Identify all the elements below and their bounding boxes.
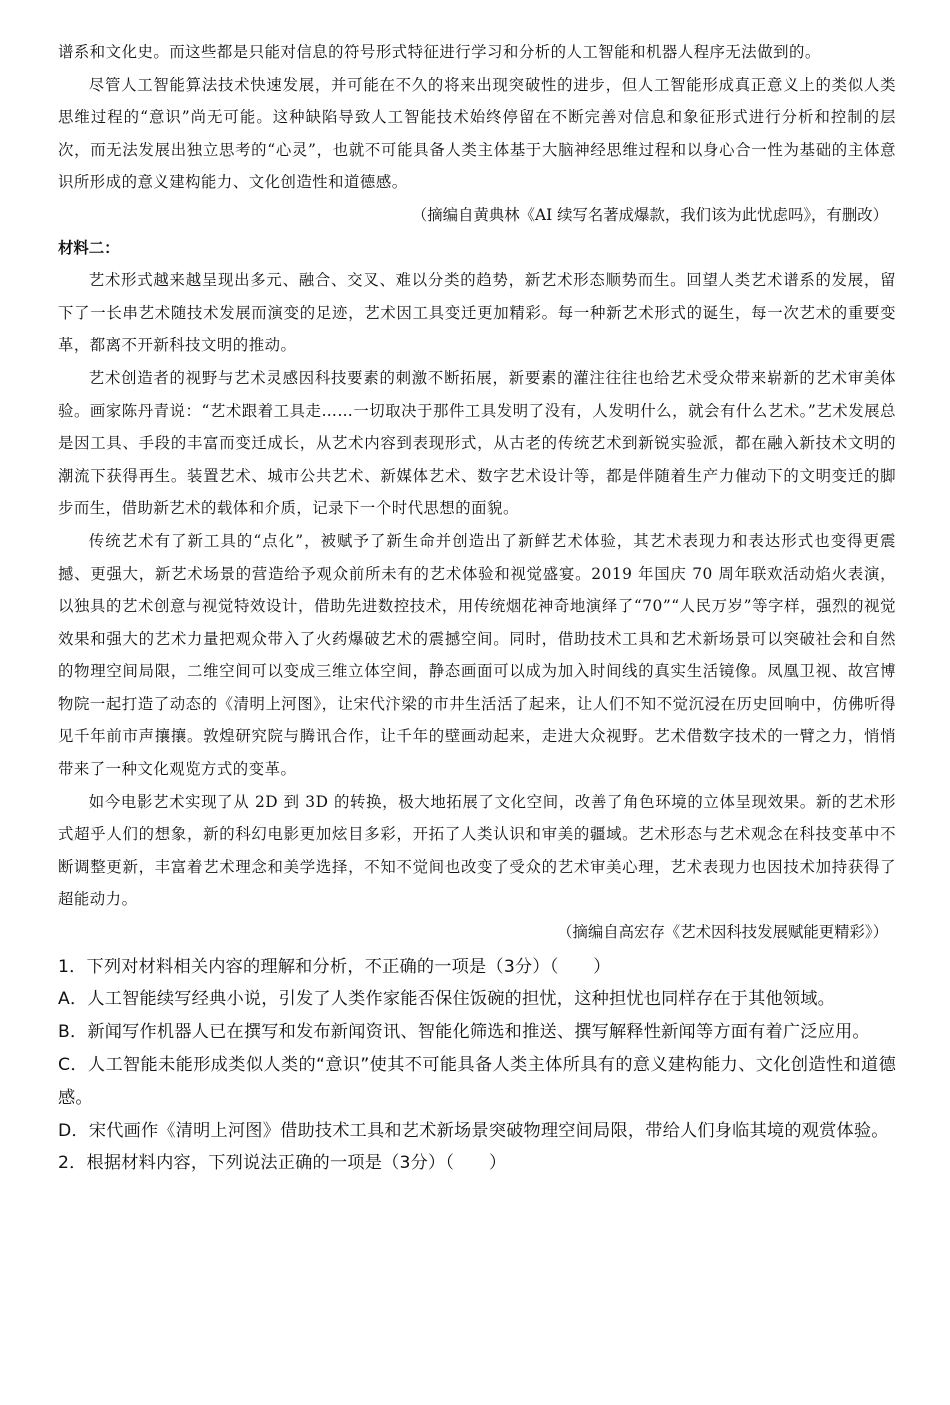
paragraph: 艺术创造者的视野与艺术灵感因科技要素的刺激不断拓展，新要素的灌注往往也给艺术受众带来崭新的艺术审美体验。画家陈丹青说：“艺术跟着工具走……一切取决于那件工具发明了没有，人发明什么，就会有什么艺术。”艺术发展总是因工具、手段的丰富而变迁成长，从艺术内容到表现形式，从古老的传统艺术到新锐实验派，都在融入新技术文明的潮流下获得再生。装置艺术、城市公共艺术、新媒体艺术、数字艺术设计等，都是伴随着生产力催动下的文明变迁的脚步而生，借助新艺术的载体和介质，记录下一个时代思想的面貌。: [58, 368, 896, 518]
question-1-option-c: C．人工智能未能形成类似人类的“意识”使其不可能具备人类主体所具有的意义建构能力、文化创造性和道德感。: [58, 1055, 896, 1108]
paragraph: 传统艺术有了新工具的“点化”，被赋予了新生命并创造出了新鲜艺术体验，其艺术表现力和表达形式也变得更震撼、更强大，新艺术场景的营造给予观众前所未有的艺术体验和视觉盛宴。2019 年国庆 70 周年联欢活动焰火表演，以独具的艺术创意与视觉特效设计，借助先进数控技术，用传统烟花神奇地演绎了“70”“人民万岁”等字样，强烈的视觉效果和强大的艺术力量把观众带入了火药爆破艺术的震撼空间。同时，借助技术工具和艺术新场景可以突破社会和自然的物理空间局限，二维空间可以变成三维立体空间，静态画面可以成为加入时间线的真实生活镜像。凤凰卫视、故宫博物院一起打造了动态的《清明上河图》，让宋代汴梁的市井生活活了起来，让人们不知不觉沉浸在历史回响中，仿佛听得见千年前市声攘攘。敦煌研究院与腾讯合作，让千年的壁画动起来，走进大众视野。艺术借数字技术的一臂之力，悄悄带来了一种文化观览方式的变革。: [58, 531, 896, 779]
question-1-option-d: D．宋代画作《清明上河图》借助技术工具和艺术新场景突破物理空间局限，带给人们身临其境的观赏体验。: [58, 1120, 889, 1141]
material-one-excerpt: [58, 36, 896, 232]
question-1-option-a: A．人工智能续写经典小说，引发了人类作家能否保住饭碗的担忧，这种担忧也同样存在于其他领域。: [58, 989, 836, 1010]
question-1-option-b: B．新闻写作机器人已在撰写和发布新闻资讯、智能化筛选和推送、撰写解释性新闻等方面有着广泛应用。: [58, 1022, 870, 1043]
question-2-stem: 2．根据材料内容，下列说法正确的一项是（3分）（ ）: [58, 1153, 507, 1174]
paragraph: 谱系和文化史。而这些都是只能对信息的符号形式特征进行学习和分析的人工智能和机器人程序无法做到的。: [58, 43, 821, 61]
material-two: [58, 232, 896, 949]
section-heading: 材料二：: [58, 238, 120, 257]
source-citation: （摘编自高宏存《艺术因科技发展赋能更精彩》）: [557, 923, 888, 942]
paragraph: 如今电影艺术实现了从 2D 到 3D 的转换，极大地拓展了文化空间，改善了角色环境的立体呈现效果。新的艺术形式超乎人们的想象，新的科幻电影更加炫目多彩，开拓了人类认识和审美的疆域。艺术形态与艺术观念在科技变革中不断调整更新，丰富着艺术理念和美学选择，不知不觉间也改变了受众的艺术审美心理，艺术表现力也因技术加持获得了超能动力。: [58, 792, 896, 909]
paragraph: 艺术形式越来越呈现出多元、融合、交叉、难以分类的趋势，新艺术形态顺势而生。回望人类艺术谱系的发展，留下了一长串艺术随技术发展而演变的足迹，艺术因工具变迁更加精彩。每一种新艺术形式的诞生，每一次艺术的重要变革，都离不开新科技文明的推动。: [58, 271, 896, 355]
questions: [58, 951, 896, 1181]
source-citation: （摘编自黄典林《AI 续写名著成爆款，我们该为此忧虑吗》，有删改）: [411, 205, 888, 224]
paragraph: 尽管人工智能算法技术快速发展，并可能在不久的将来出现突破性的进步，但人工智能形成真正意义上的类似人类思维过程的“意识”尚无可能。这种缺陷导致人工智能技术始终停留在不断完善对信息和象征形式进行分析和控制的层次，而无法发展出独立思考的“心灵”，也就不可能具备人类主体基于大脑神经思维过程和以身心合一性为基础的主体意识所形成的意义建构能力、文化创造性和道德感。: [58, 75, 896, 192]
question-1-stem: 1．下列对材料相关内容的理解和分析，不正确的一项是（3分）（ ）: [58, 956, 611, 977]
